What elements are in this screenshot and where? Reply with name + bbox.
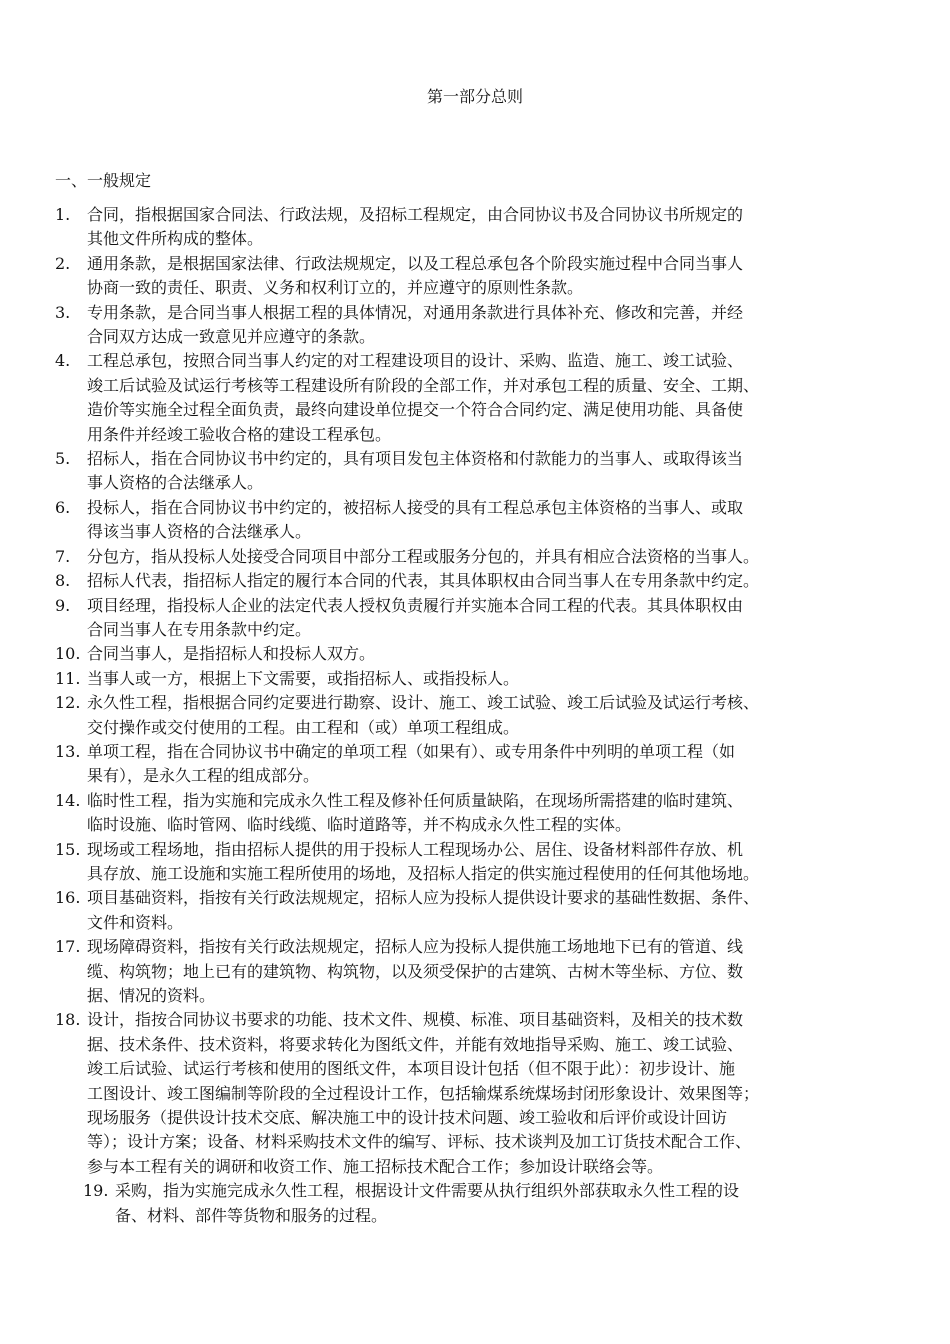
clause-text-line: 通用条款，是根据国家法律、行政法规规定，以及工程总承包各个阶段实施过程中合同当事人 <box>87 253 744 273</box>
clause-item <box>55 789 895 838</box>
clause-text-line: 投标人，指在合同协议书中约定的，被招标人接受的具有工程总承包主体资格的当事人、或取 <box>87 497 744 517</box>
clause-item <box>55 594 895 643</box>
clause-item <box>55 447 895 496</box>
clause-text-line: 造价等实施全过程全面负责，最终向建设单位提交一个符合合同约定、满足使用功能、具备使 <box>87 400 744 420</box>
clause-number: 19. <box>83 1181 109 1201</box>
clause-text-line: 据、情况的资料。 <box>87 986 216 1005</box>
clause-number: 8. <box>55 571 71 591</box>
clause-number: 3. <box>55 302 71 322</box>
clause-text-line: 文件和资料。 <box>87 912 184 932</box>
clause-text-line: 现场服务（提供设计技术交底、解决施工中的设计技术问题、竣工验收和后评价或设计回访 <box>87 1108 728 1128</box>
clause-number: 6. <box>55 497 71 517</box>
clause-item <box>55 691 895 740</box>
clause-text-line: 永久性工程，指根据合同约定要进行勘察、设计、施工、竣工试验、竣工后试验及试运行考核、 <box>87 693 760 713</box>
clause-text-line: 临时性工程，指为实施和完成永久性工程及修补任何质量缺陷，在现场所需搭建的临时建筑、 <box>87 790 744 810</box>
clause-number: 7. <box>55 546 71 566</box>
page-title: 第一部分总则 <box>426 87 523 106</box>
clause-number: 15. <box>55 839 81 859</box>
clause-text-line: 果有），是永久工程的组成部分。 <box>87 766 320 786</box>
clause-text-line: 工程总承包，按照合同当事人约定的对工程建设项目的设计、采购、监造、施工、竣工试验、 <box>87 351 744 371</box>
clause-text-line: 事人资格的合法继承人。 <box>87 473 264 493</box>
clause-number: 17. <box>55 937 81 957</box>
clause-number: 11. <box>55 668 81 688</box>
clause-list <box>55 203 895 1228</box>
clause-item <box>55 301 895 350</box>
clause-item <box>55 203 895 252</box>
clause-text-line: 现场障碍资料，指按有关行政法规规定，招标人应为投标人提供施工场地地下已有的管道、线 <box>87 937 744 957</box>
clause-item <box>55 642 895 666</box>
clause-text-line: 竣工后试验、试运行考核和使用的图纸文件，本项目设计包括（但不限于此）：初步设计、施 <box>87 1059 736 1079</box>
clause-number: 2. <box>55 253 71 273</box>
section-heading: 一、一般规定 <box>55 171 152 190</box>
clause-text-line: 具存放、施工设施和实施工程所使用的场地，及招标人指定的供实施过程使用的任何其他场地。 <box>87 863 760 883</box>
clause-item <box>55 838 895 887</box>
clause-number: 10. <box>55 644 81 664</box>
clause-number: 5. <box>55 449 71 469</box>
clause-text-line: 现场或工程场地，指由招标人提供的用于投标人工程现场办公、居住、设备材料部件存放、机 <box>87 839 744 859</box>
clause-text-line: 合同当事人，是指招标人和投标人双方。 <box>87 644 376 664</box>
clause-text-line: 缆、构筑物；地上已有的建筑物、构筑物，以及须受保护的古建筑、古树木等坐标、方位、数 <box>87 961 744 981</box>
clause-item <box>55 545 895 569</box>
clause-text-line: 设计，指按合同协议书要求的功能、技术文件、规模、标准、项目基础资料，及相关的技术数 <box>87 1010 744 1030</box>
clause-text-line: 合同双方达成一致意见并应遵守的条款。 <box>87 327 376 347</box>
clause-item <box>55 496 895 545</box>
clause-item <box>55 740 895 789</box>
clause-text-line: 分包方，指从投标人处接受合同项目中部分工程或服务分包的，并具有相应合法资格的当事人。 <box>87 546 760 566</box>
clause-text-line: 专用条款，是合同当事人根据工程的具体情况，对通用条款进行具体补充、修改和完善，并经 <box>87 302 744 322</box>
clause-text-line: 项目基础资料，指按有关行政法规规定，招标人应为投标人提供设计要求的基础性数据、条件、 <box>87 888 760 908</box>
clause-text-line: 得该当事人资格的合法继承人。 <box>87 522 312 542</box>
clause-text-line: 合同，指根据国家合同法、行政法规，及招标工程规定，由合同协议书及合同协议书所规定的 <box>87 205 744 224</box>
clause-text-line: 竣工后试验及试运行考核等工程建设所有阶段的全部工作，并对承包工程的质量、安全、工期、 <box>87 375 760 395</box>
clause-text-line: 备、材料、部件等货物和服务的过程。 <box>115 1205 388 1225</box>
clause-text-line: 其他文件所构成的整体。 <box>87 229 264 249</box>
clause-item <box>55 569 895 593</box>
clause-number: 4. <box>55 351 71 371</box>
clause-item <box>55 1008 895 1179</box>
clause-text-line: 据、技术条件、技术资料，将要求转化为图纸文件，并能有效地指导采购、施工、竣工试验、 <box>87 1034 744 1054</box>
clause-number: 1. <box>55 205 71 224</box>
clause-number: 12. <box>55 693 81 713</box>
clause-text-line: 参与本工程有关的调研和收资工作、施工招标技术配合工作；参加设计联络会等。 <box>87 1156 664 1176</box>
clause-text-line: 等）；设计方案；设备、材料采购技术文件的编写、评标、技术谈判及加工订货技术配合工作、 <box>87 1132 752 1152</box>
clause-text-line: 招标人代表，指招标人指定的履行本合同的代表，其具体职权由合同当事人在专用条款中约定。 <box>87 571 760 591</box>
clause-text-line: 交付操作或交付使用的工程。由工程和（或）单项工程组成。 <box>87 717 520 737</box>
clause-number: 9. <box>55 595 71 615</box>
clause-text-line: 当事人或一方，根据上下文需要，或指招标人、或指投标人。 <box>87 668 520 688</box>
clause-text-line: 用条件并经竣工验收合格的建设工程承包。 <box>87 424 392 444</box>
clause-item <box>83 1179 895 1228</box>
clause-item <box>55 349 895 447</box>
clause-text-line: 采购，指为实施完成永久性工程，根据设计文件需要从执行组织外部获取永久性工程的设 <box>115 1181 740 1201</box>
clause-item <box>55 252 895 301</box>
clause-text-line: 项目经理，指投标人企业的法定代表人授权负责履行并实施本合同工程的代表。其具体职权由 <box>87 595 744 615</box>
clause-number: 18. <box>55 1010 81 1030</box>
clause-item <box>55 886 895 935</box>
clause-text-line: 协商一致的责任、职责、义务和权利订立的，并应遵守的原则性条款。 <box>87 278 584 298</box>
clause-number: 16. <box>55 888 81 908</box>
clause-number: 14. <box>55 790 81 810</box>
clause-item <box>55 935 895 1008</box>
clause-item <box>55 667 895 691</box>
clause-number: 13. <box>55 741 81 761</box>
clause-text-line: 招标人，指在合同协议书中约定的，具有项目发包主体资格和付款能力的当事人、或取得该当 <box>87 449 744 469</box>
clause-text-line: 合同当事人在专用条款中约定。 <box>87 619 312 639</box>
clause-text-line: 临时设施、临时管网、临时线缆、临时道路等，并不构成永久性工程的实体。 <box>87 815 632 835</box>
clause-text-line: 工图设计、竣工图编制等阶段的全过程设计工作，包括输煤系统煤场封闭形象设计、效果图等； <box>87 1083 760 1103</box>
clause-text-line: 单项工程，指在合同协议书中确定的单项工程（如果有）、或专用条件中列明的单项工程（如 <box>87 741 736 761</box>
